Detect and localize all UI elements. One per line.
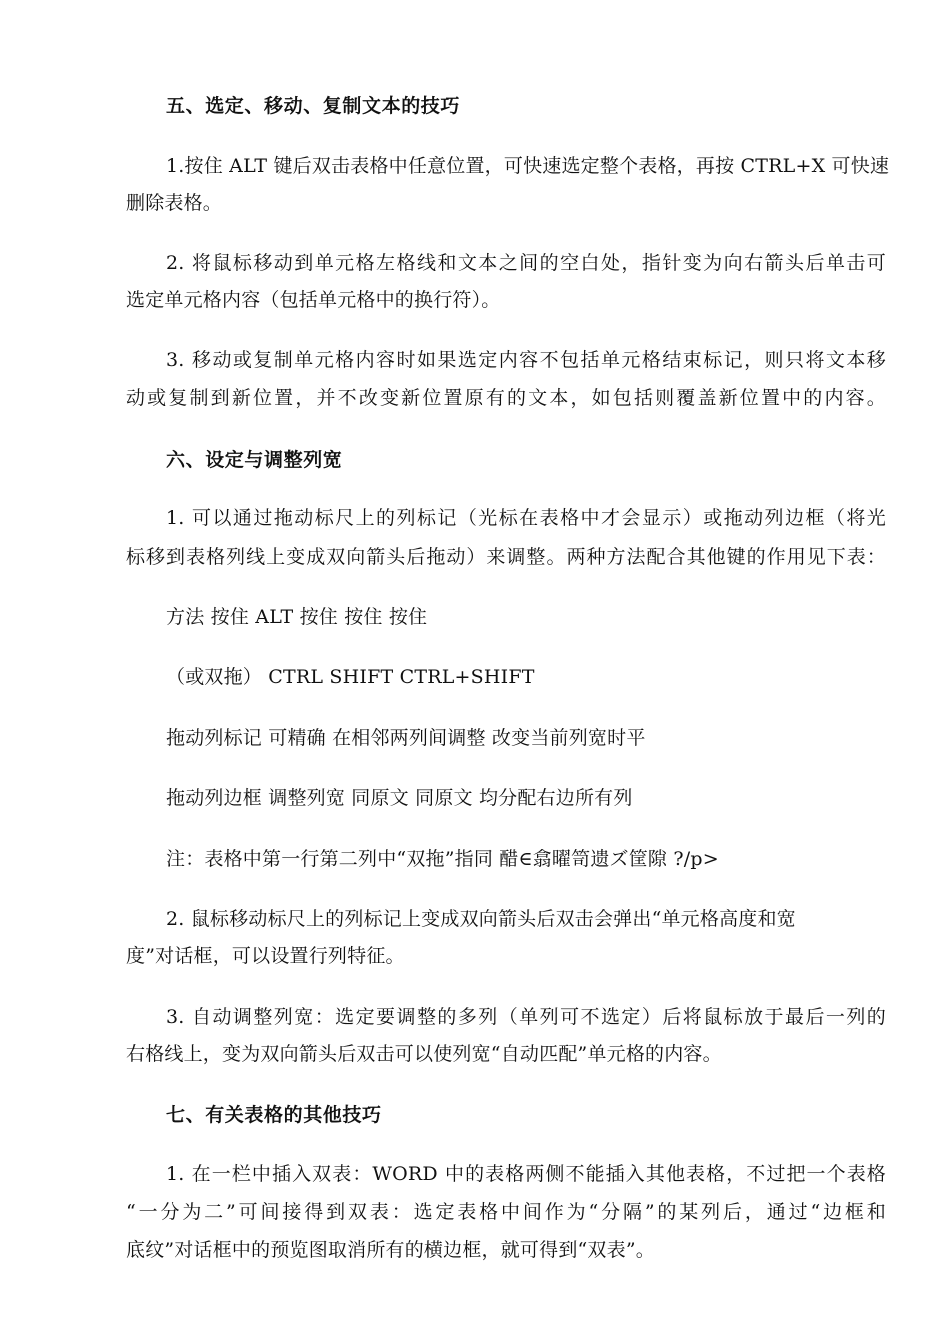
section-7-heading: 七、有关表格的其他技巧 xyxy=(166,1104,382,1126)
section-5-item-2-line-2: 选定单元格内容（包括单元格中的换行符）。 xyxy=(126,289,501,311)
section-7-item-1-line-3: 底纹”对话框中的预览图取消所有的横边框，就可得到“双表”。 xyxy=(126,1239,655,1261)
section-6-heading: 六、设定与调整列宽 xyxy=(166,449,343,471)
section-5-item-3-line-1: 3. 移动或复制单元格内容时如果选定内容不包括单元格结束标记，则只将文本移 xyxy=(166,349,886,371)
section-6-item-2-line-1: 2. 鼠标移动标尺上的列标记上变成双向箭头后双击会弹出“单元格高度和宽 xyxy=(166,908,796,930)
table-line-4: 拖动列边框 调整列宽 同原文 同原文 均分配右边所有列 xyxy=(166,787,633,809)
section-6-item-2-line-2: 度”对话框，可以设置行列特征。 xyxy=(126,945,405,967)
section-5-item-1-line-1: 1.按住 ALT 键后双击表格中任意位置，可快速选定整个表格，再按 CTRL+X 可快速 xyxy=(166,155,890,177)
section-6-item-1-line-2: 标移到表格列线上变成双向箭头后拖动）来调整。两种方法配合其他键的作用见下表： xyxy=(126,546,886,568)
table-line-2: （或双拖） CTRL SHIFT CTRL+SHIFT xyxy=(166,666,535,688)
section-6-item-3-line-1: 3. 自动调整列宽：选定要调整的多列（单列可不选定）后将鼠标放于最后一列的 xyxy=(166,1006,886,1028)
section-7-item-1-line-1: 1. 在一栏中插入双表：WORD 中的表格两侧不能插入其他表格，不过把一个表格 xyxy=(166,1163,886,1185)
table-note: 注：表格中第一行第二列中“双拖”指同 醋∈翕曜笥遗ズ筐隙 ?/p> xyxy=(166,848,719,870)
section-5-heading: 五、选定、移动、复制文本的技巧 xyxy=(166,95,461,117)
section-6-item-1-line-1: 1. 可以通过拖动标尺上的列标记（光标在表格中才会显示）或拖动列边框（将光 xyxy=(166,507,886,529)
table-line-3: 拖动列标记 可精确 在相邻两列间调整 改变当前列宽时平 xyxy=(166,727,646,749)
section-6-item-3-line-2: 右格线上，变为双向箭头后双击可以使列宽“自动匹配”单元格的内容。 xyxy=(126,1043,722,1065)
section-5-item-3-line-2: 动或复制到新位置，并不改变新位置原有的文本，如包括则覆盖新位置中的内容。 xyxy=(126,387,886,409)
table-line-1: 方法 按住 ALT 按住 按住 按住 xyxy=(166,606,428,628)
section-5-item-2-line-1: 2. 将鼠标移动到单元格左格线和文本之间的空白处，指针变为向右箭头后单击可 xyxy=(166,252,886,274)
section-5-item-1-line-2: 删除表格。 xyxy=(126,192,223,214)
section-7-item-1-line-2: “一分为二”可间接得到双表：选定表格中间作为“分隔”的某列后，通过“边框和 xyxy=(126,1201,886,1223)
